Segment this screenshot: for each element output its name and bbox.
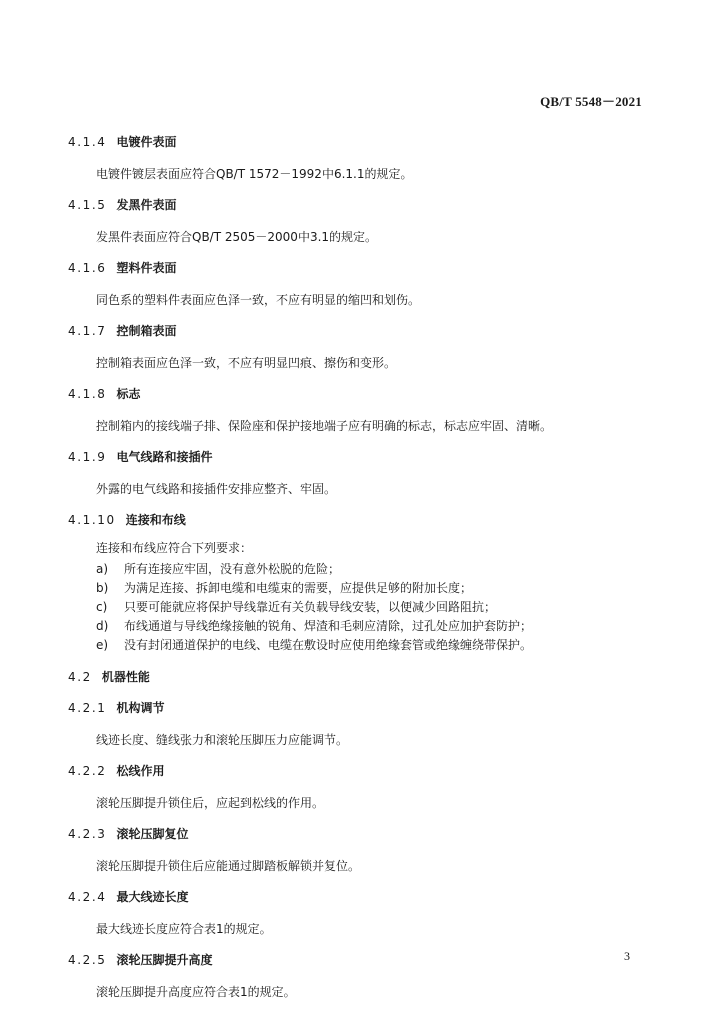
section-text: 控制箱内的接线端子排、保险座和保护接地端子应有明确的标志，标志应牢固、清晰。 — [96, 419, 553, 433]
section-4-1-8 — [68, 386, 658, 449]
list-marker: b) — [96, 581, 109, 595]
list-item — [68, 579, 658, 598]
section-title: 连接和布线 — [125, 513, 186, 527]
section-number: 4.1.5 — [68, 198, 107, 212]
section-title: 电镀件表面 — [116, 135, 177, 149]
section-text: 电镀件镀层表面应符合QB/T 1572－1992中6.1.1的规定。 — [96, 167, 413, 181]
section-title: 最大线迹长度 — [116, 890, 189, 904]
list-text: 布线通道与导线绝缘接触的锐角、焊渣和毛刺应清除，过孔处应加护套防护； — [124, 619, 533, 633]
section-4-2-2 — [68, 763, 658, 826]
section-heading — [68, 512, 658, 528]
list-marker: a) — [96, 562, 109, 576]
section-heading — [68, 386, 658, 402]
section-4-2-4 — [68, 889, 658, 952]
standard-code: QB/T 5548－2021 — [540, 94, 642, 109]
section-text: 控制箱表面应色泽一致，不应有明显凹痕、擦伤和变形。 — [96, 356, 397, 370]
section-heading — [68, 197, 658, 213]
section-number: 4.2.1 — [68, 701, 107, 715]
section-heading — [68, 134, 658, 150]
section-heading — [68, 826, 658, 842]
list-marker: c) — [96, 600, 108, 614]
list-item — [68, 598, 658, 617]
list-text: 所有连接应牢固，没有意外松脱的危险； — [124, 562, 341, 576]
section-heading — [68, 700, 658, 716]
section-heading — [68, 449, 658, 465]
section-text: 线迹长度、缝线张力和滚轮压脚压力应能调节。 — [96, 733, 349, 747]
list-item — [68, 560, 658, 579]
section-number: 4.2.5 — [68, 953, 107, 967]
section-number: 4.1.7 — [68, 324, 107, 338]
list-text: 为满足连接、拆卸电缆和电缆束的需要，应提供足够的附加长度； — [124, 581, 473, 595]
section-title: 松线作用 — [116, 764, 165, 778]
section-4-1-5 — [68, 197, 658, 260]
section-heading — [68, 763, 658, 779]
section-title: 标志 — [116, 387, 141, 401]
section-title: 控制箱表面 — [116, 324, 177, 338]
list-text: 没有封闭通道保护的电线、电缆在敷设时应使用绝缘套管或绝缘缠绕带保护。 — [124, 638, 533, 652]
section-text: 最大线迹长度应符合表1的规定。 — [96, 922, 272, 936]
list-marker: e) — [96, 638, 109, 652]
section-number: 4.1.10 — [68, 513, 116, 527]
section-4-2 — [68, 669, 658, 700]
section-4-1-9 — [68, 449, 658, 512]
section-heading — [68, 669, 658, 685]
section-text: 滚轮压脚提升高度应符合表1的规定。 — [96, 985, 296, 999]
section-intro: 连接和布线应符合下列要求： — [96, 541, 253, 555]
page-number: 3 — [624, 949, 630, 963]
section-text: 发黑件表面应符合QB/T 2505－2000中3.1的规定。 — [96, 230, 378, 244]
list-item — [68, 617, 658, 636]
section-title: 滚轮压脚复位 — [116, 827, 189, 841]
section-4-1-7 — [68, 323, 658, 386]
section-number: 4.1.4 — [68, 135, 107, 149]
section-4-1-4 — [68, 134, 658, 197]
section-4-2-5 — [68, 952, 658, 1000]
section-4-1-10 — [68, 512, 658, 669]
section-title: 滚轮压脚提升高度 — [116, 953, 213, 967]
section-heading — [68, 260, 658, 276]
list-marker: d) — [96, 619, 109, 633]
section-heading — [68, 889, 658, 905]
section-number: 4.1.6 — [68, 261, 107, 275]
list-item — [68, 636, 658, 655]
document-body — [68, 134, 658, 1000]
section-text: 同色系的塑料件表面应色泽一致，不应有明显的缩凹和划伤。 — [96, 293, 421, 307]
section-4-2-3 — [68, 826, 658, 889]
section-number: 4.1.8 — [68, 387, 107, 401]
section-number: 4.2 — [68, 670, 92, 684]
section-number: 4.2.2 — [68, 764, 107, 778]
section-text: 外露的电气线路和接插件安排应整齐、牢固。 — [96, 482, 337, 496]
section-number: 4.2.4 — [68, 890, 107, 904]
section-title: 机器性能 — [101, 670, 150, 684]
section-text: 滚轮压脚提升锁住后，应起到松线的作用。 — [96, 796, 325, 810]
section-title: 电气线路和接插件 — [116, 450, 213, 464]
section-number: 4.1.9 — [68, 450, 107, 464]
section-heading — [68, 952, 658, 968]
section-4-2-1 — [68, 700, 658, 763]
section-heading — [68, 323, 658, 339]
list-text: 只要可能就应将保护导线靠近有关负载导线安装，以便减少回路阻抗； — [124, 600, 497, 614]
section-number: 4.2.3 — [68, 827, 107, 841]
section-title: 塑料件表面 — [116, 261, 177, 275]
section-text: 滚轮压脚提升锁住后应能通过脚踏板解锁并复位。 — [96, 859, 361, 873]
section-title: 发黑件表面 — [116, 198, 177, 212]
section-title: 机构调节 — [116, 701, 165, 715]
section-4-1-6 — [68, 260, 658, 323]
